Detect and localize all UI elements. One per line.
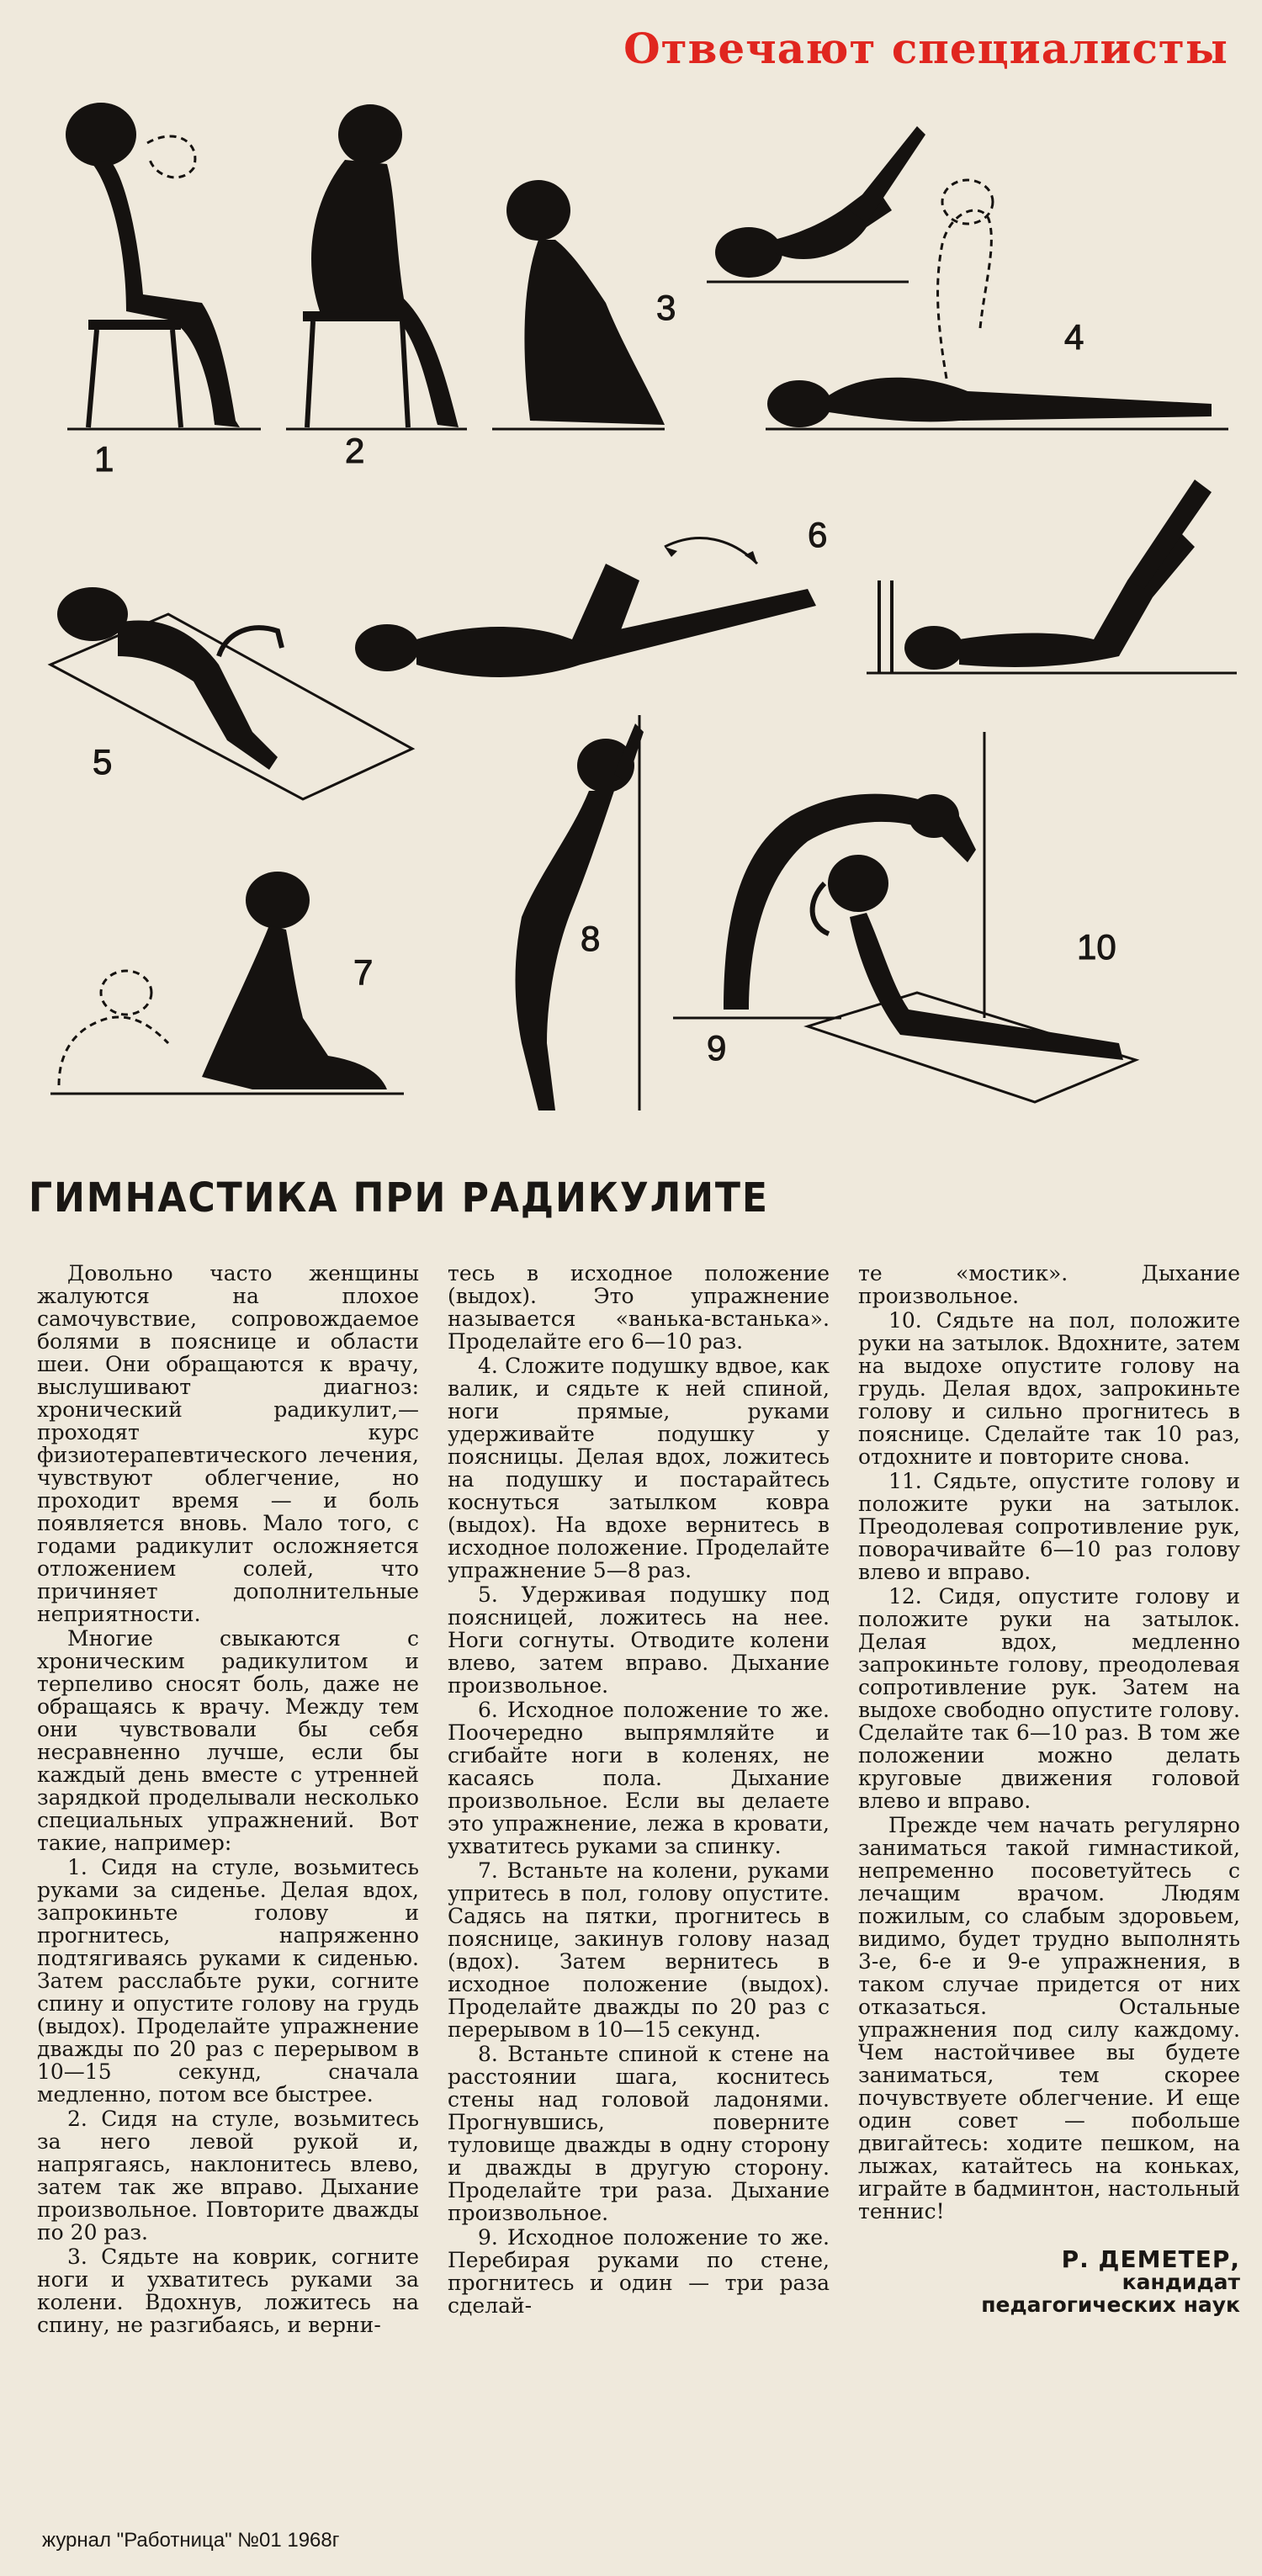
source-caption: журнал "Работница" №01 1968г: [42, 2529, 340, 2552]
exercise-figure-1: [66, 103, 261, 429]
paragraph: 7. Встаньте на колени, руками упритесь в пол, голову опустите. Садясь на пятки, прогнитесь в пояснице, закинув голову назад (вдох). Затем вернитесь в исходное положение (выдох). Проделайте дважды по 20 раз с перерывом в 10—15 секунд.: [448, 1858, 830, 2042]
exercise-figure-2: [286, 104, 467, 429]
figure-number-10: 10: [1077, 927, 1116, 967]
paragraph: Прежде чем начать регулярно заниматься такой гимнастикой, непременно посоветуйтесь с лечащим врачом. Людям пожилым, со слабым здоровьем, видимо, будет трудно выполнять 3-е, 6-е и 9-е упражнения, в таком случае придется от них отказаться. Остальные упражнения под силу каждому. Чем настойчивее вы будете заниматься, тем скорее почувствуете облегчение. И еще один совет — побольше двигайтесь: ходите пешком, на лыжах, катайтесь на коньках, играйте в бадминтон, настольный теннис!: [858, 1813, 1240, 2224]
figure-number-8: 8: [581, 919, 601, 958]
figure-number-9: 9: [707, 1028, 727, 1068]
paragraph: 10. Сядьте на пол, положите руки на затылок. Вдохните, затем на выдохе опустите голову на грудь. Делая вдох, запрокиньте голову и сильно прогнитесь в пояснице. Сделайте так 10 раз, отдохните и повторите снова.: [858, 1308, 1240, 1469]
paragraph: 2. Сидя на стуле, возьмитесь за него левой рукой и, напрягаясь, наклонитесь влево, затем так же вправо. Дыхание произвольное. Повторите дважды по 20 раз.: [37, 2107, 419, 2245]
exercise-illustrations: [0, 76, 1262, 1186]
paragraph: 4. Сложите подушку вдвое, как валик, и сядьте к ней спиной, ноги прямые, руками удерживайте подушку у поясницы. Делая вдох, ложитесь на подушку и постарайтесь коснуться затылком ковра (выдох). На вдохе вернитесь в исходное положение. Проделайте упражнение 5—8 раз.: [448, 1354, 830, 1582]
figure-number-6: 6: [808, 515, 828, 554]
exercise-figure-7: [50, 872, 404, 1094]
figure-number-7: 7: [353, 952, 374, 992]
paragraph: 8. Встаньте спиной к стене на расстоянии шага, коснитесь стены над головой ладонями. Прогнувшись, поверните туловище дважды в одну сторону и дважды в другую сторону. Проделайте три раза. Дыхание произвольное.: [448, 2042, 830, 2225]
article-body: [37, 1262, 1240, 2507]
paragraph: 3. Сядьте на коврик, согните ноги и ухватитесь руками за колени. Вдохнув, ложитесь на спину, не разгибаясь, и верни-: [37, 2245, 419, 2337]
figure-number-2: 2: [345, 431, 365, 470]
exercise-figure-6b: [867, 480, 1237, 673]
author-title-line-2: педагогических наук: [981, 2292, 1240, 2317]
paragraph: Многие свыкаются с хроническим радикулитом и терпеливо сносят боль, даже не обращаясь к врачу. Между тем они чувствовали бы себя несравненно лучше, если бы каждый день вместе с утренней зарядкой проделывали несколько специальных упражнений. Вот такие, например:: [37, 1626, 419, 1855]
paragraph: те «мостик». Дыхание произвольное.: [858, 1261, 1240, 1308]
paragraph: 5. Удерживая подушку под поясницей, ложитесь на нее. Ноги согнуты. Отводите колени влево, затем вправо. Дыхание произвольное.: [448, 1582, 830, 1698]
author-name: Р. ДЕМЕТЕР,: [1061, 2245, 1240, 2273]
paragraph: Довольно часто женщины жалуются на плохое самочувствие, сопровождаемое болями в пояснице и области шеи. Они обращаются к врачу, выслушивают диагноз: хронический радикулит,— проходят курс физиотерапевтического лечения, чувствуют облегчение, но проходит время — и боль появляется вновь. Мало того, с годами радикулит осложняется отложением солей, что причиняет дополнительные неприятности.: [37, 1261, 419, 1626]
paragraph: 12. Сидя, опустите голову и положите руки на затылок. Делая вдох, медленно запрокиньте голову, преодолевая сопротивление рук. Затем на выдохе свободно опустите голову. Сделайте так 6—10 раз. В том же положении можно делать круговые движения головой влево и вправо.: [858, 1584, 1240, 1813]
paragraph: 9. Исходное положение то же. Перебирая руками по стене, прогнитесь и один — три раза сделай-: [448, 2225, 830, 2318]
text-column-2: [448, 1262, 830, 2507]
paragraph: 1. Сидя на стуле, возьмитесь руками за сиденье. Делая вдох, запрокиньте голову и прогнитесь, напряженно подтягиваясь руками к сиденью. Затем расслабьте руки, согните спину и опустите голову на грудь (выдох). Проделайте упражнение дважды по 20 раз с перерывом в 10—15 секунд, сначала медленно, потом все быстрее.: [37, 1855, 419, 2107]
article-headline: ГИМНАСТИКА ПРИ РАДИКУЛИТЕ: [29, 1174, 769, 1222]
paragraph: тесь в исходное положение (выдох). Это упражнение называется «ванька-встанька». Проделайте его 6—10 раз.: [448, 1261, 830, 1354]
figure-number-5: 5: [93, 742, 113, 782]
exercise-figure-8: [516, 715, 644, 1110]
text-column-3: [858, 1262, 1240, 2507]
exercise-figure-9: [673, 732, 984, 1018]
paragraph: 6. Исходное положение то же. Поочередно выпрямляйте и сгибайте ноги в коленях, не касаясь пола. Дыхание произвольное. Если вы делаете это упражнение, лежа в кровати, ухватитесь руками за спинку.: [448, 1698, 830, 1858]
exercise-figure-6: [355, 538, 816, 677]
rubric-title: Отвечают специалисты: [623, 24, 1228, 73]
figure-number-3: 3: [656, 288, 676, 327]
author-signature: [858, 2245, 1240, 2317]
paragraph: 11. Сядьте, опустите голову и положите руки на затылок. Преодолевая сопротивление рук, поворачивайте 6—10 раз голову влево и вправо.: [858, 1469, 1240, 1584]
text-column-1: [37, 1262, 419, 2507]
figure-number-1: 1: [94, 439, 114, 479]
exercise-figure-10: [808, 855, 1136, 1102]
author-title-line-1: кандидат: [1121, 2270, 1240, 2294]
figure-number-4: 4: [1064, 317, 1084, 357]
